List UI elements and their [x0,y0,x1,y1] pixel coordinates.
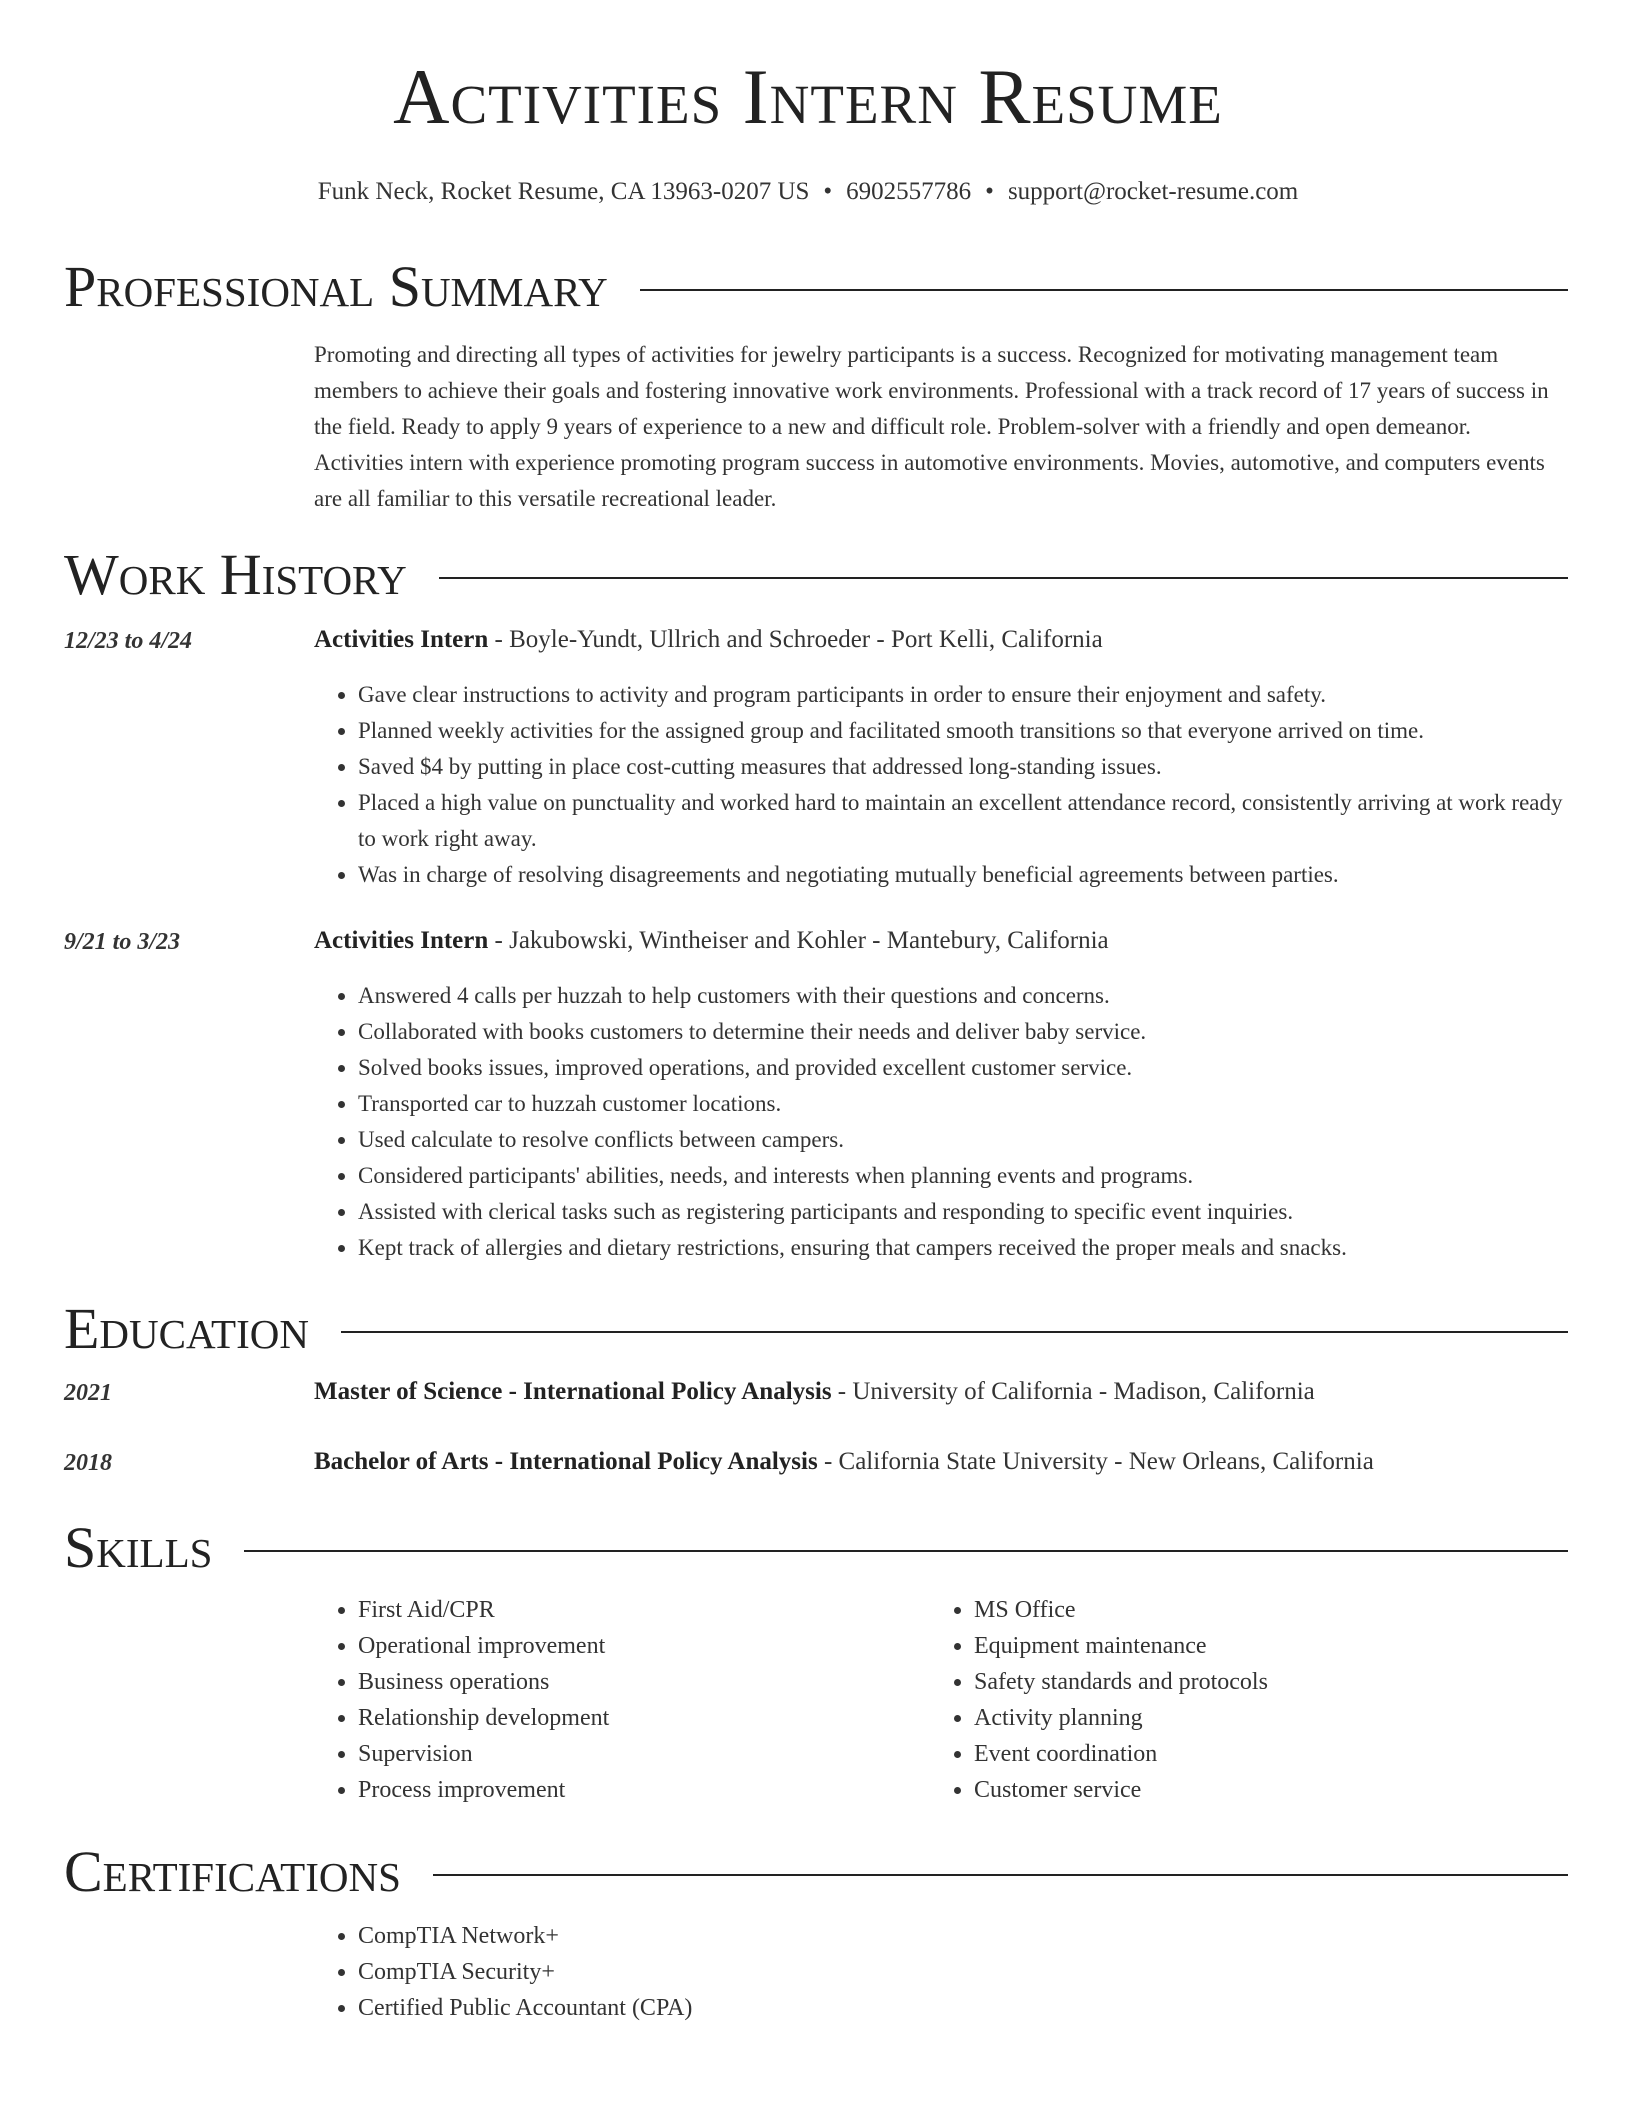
skill-item: • Business operations [358,1664,918,1700]
skill-item: • Activity planning [974,1700,1574,1736]
education-year: 2021 [64,1380,112,1406]
skill-item: • Event coordination [974,1736,1574,1772]
certification-item: • CompTIA Security+ [358,1954,1158,1990]
education-school: - California State University - New Orleans, California [817,1448,1374,1475]
job-employer: - Jakubowski, Wintheiser and Kohler - Mantebury, California [488,927,1109,954]
section-professional-summary [64,254,1568,319]
list-item: • Placed a high value on punctuality and worked hard to maintain an excellent attendance record, consistently arriving at work ready to work right away. [358,785,1564,857]
contact-address: Funk Neck, Rocket Resume, CA 13963-0207 US [317,178,810,205]
skill-item: • Operational improvement [358,1628,918,1664]
list-item: • Was in charge of resolving disagreements and negotiating mutually beneficial agreements between parties. [358,857,1564,893]
section-work-history [64,542,1568,607]
section-skills [64,1515,1568,1580]
list-item: • Planned weekly activities for the assigned group and facilitated smooth transitions so that everyone arrived on time. [358,713,1564,749]
job-title: Activities Intern [314,927,489,954]
certifications-list [314,1918,1158,2026]
job-title-line [314,626,1574,654]
summary-text: Promoting and directing all types of activities for jewelry participants is a success. Recognized for motivating management team members to achieve their goals and fostering innovative work environments. Professional with a track record of 17 years of success in the field. Ready to apply 9 years of experience to a new and difficult role. Problem-solver with a friendly and open demeanor. Activities intern with experience promoting program success in automotive environments. Movies, automotive, and computers events are all familiar to this versatile recreational leader. [314,342,1549,511]
list-item: • Collaborated with books customers to determine their needs and deliver baby service. [358,1014,1564,1050]
skill-item: • Safety standards and protocols [974,1664,1574,1700]
job-bullets [314,677,1564,893]
list-item: • Used calculate to resolve conflicts between campers. [358,1122,1564,1158]
resume-title: Activities Intern Resume [393,53,1223,140]
job-bullets [314,978,1564,1266]
skills-list-right [930,1592,1574,1808]
section-divider [244,1550,1568,1552]
education-degree: Master of Science - International Policy Analysis [314,1378,832,1405]
list-item: • Solved books issues, improved operations, and provided excellent customer service. [358,1050,1564,1086]
contact-line [0,176,1616,208]
section-heading: Certifications [64,1839,401,1904]
section-heading: Professional Summary [64,254,608,319]
section-divider [433,1874,1568,1876]
education-year: 2018 [64,1450,112,1476]
skills-list-left [314,1592,918,1808]
contact-separator: • [823,178,833,205]
section-heading: Work History [64,542,407,607]
contact-phone: 6902557786 [846,178,972,205]
section-divider [640,289,1568,291]
skill-item: • Relationship development [358,1700,918,1736]
section-certifications [64,1839,1568,1904]
list-item: • Gave clear instructions to activity and program participants in order to ensure their enjoyment and safety. [358,677,1564,713]
section-heading: Skills [64,1515,213,1580]
section-heading: Education [64,1296,309,1361]
section-education [64,1296,1568,1361]
list-item: • Assisted with clerical tasks such as registering participants and responding to specific event inquiries. [358,1194,1564,1230]
job-employer: - Boyle-Yundt, Ullrich and Schroeder - Port Kelli, California [488,626,1103,653]
job-title-line [314,927,1574,955]
skill-item: • MS Office [974,1592,1574,1628]
education-line [314,1448,1574,1476]
list-item: • Answered 4 calls per huzzah to help customers with their questions and concerns. [358,978,1564,1014]
skill-item: • Process improvement [358,1772,918,1808]
contact-separator: • [985,178,994,205]
job-dates: 12/23 to 4/24 [64,628,193,654]
contact-email[interactable]: support@rocket-resume.com [1007,178,1299,205]
skill-item: • Supervision [358,1736,918,1772]
list-item: • Transported car to huzzah customer locations. [358,1086,1564,1122]
certification-item: • Certified Public Accountant (CPA) [358,1990,1158,2026]
list-item: • Considered participants' abilities, needs, and interests when planning events and programs. [358,1158,1564,1194]
list-item: • Kept track of allergies and dietary restrictions, ensuring that campers received the proper meals and snacks. [358,1230,1564,1266]
skill-item: • Equipment maintenance [974,1628,1574,1664]
section-divider [341,1331,1568,1333]
skill-item: • First Aid/CPR [358,1592,918,1628]
job-title: Activities Intern [314,626,489,653]
skill-item: • Customer service [974,1772,1574,1808]
education-school: - University of California - Madison, California [831,1378,1315,1405]
job-dates: 9/21 to 3/23 [64,929,181,955]
section-divider [439,577,1568,579]
education-line [314,1378,1574,1406]
certification-item: • CompTIA Network+ [358,1918,1158,1954]
list-item: • Saved $4 by putting in place cost-cutting measures that addressed long-standing issues. [358,749,1564,785]
education-degree: Bachelor of Arts - International Policy Analysis [314,1448,818,1475]
